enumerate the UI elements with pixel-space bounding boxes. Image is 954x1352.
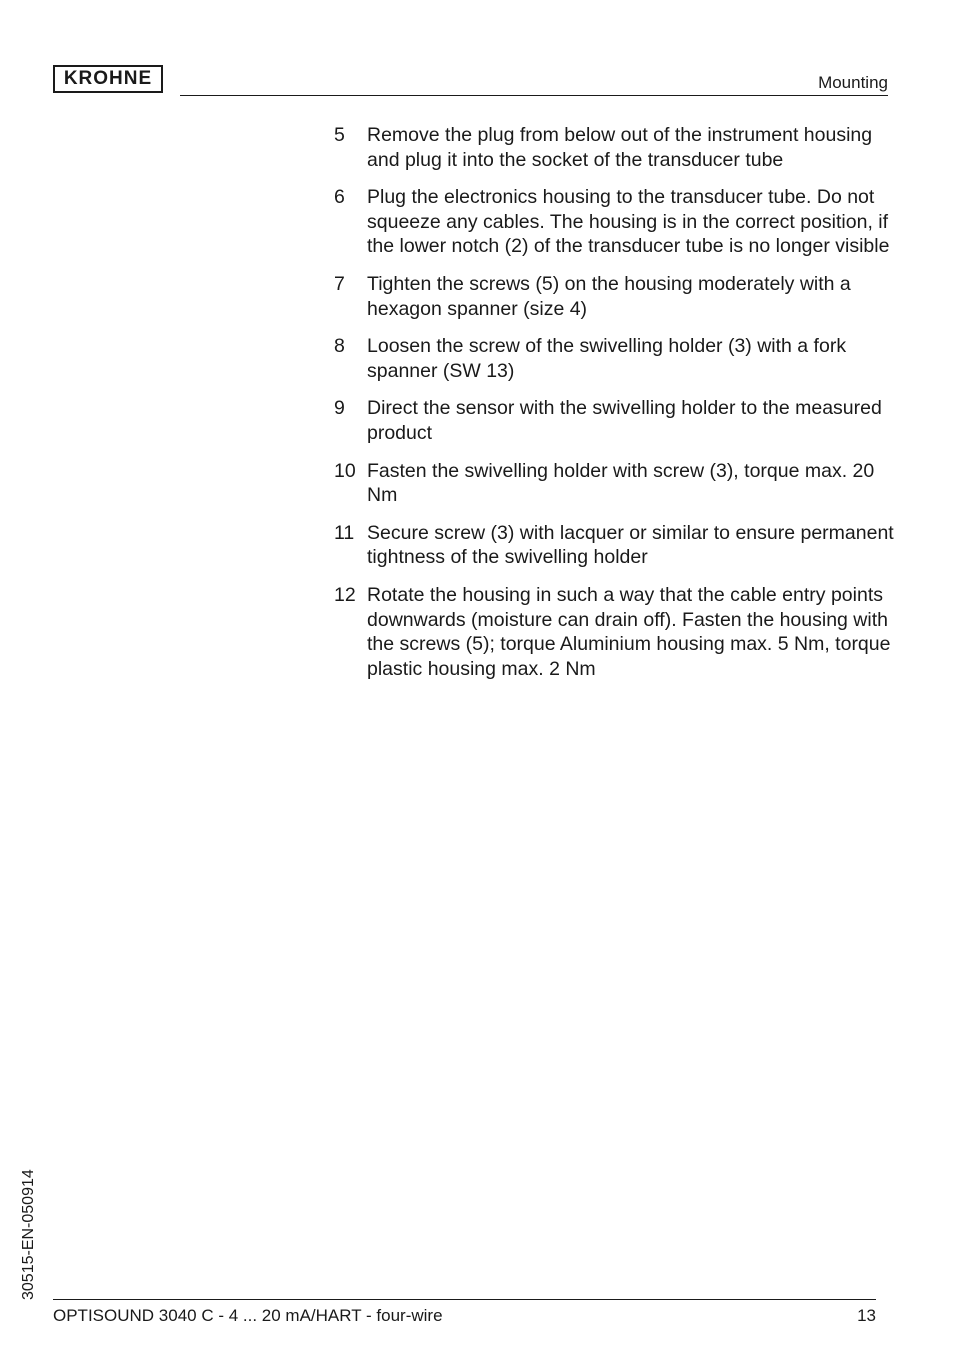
step-11: [334, 521, 894, 570]
step-text: Secure screw (3) with lacquer or similar to ensure permanent tightness of the swivelling holder: [367, 521, 894, 569]
step-text: Tighten the screws (5) on the housing moderately with a hexagon spanner (size 4): [367, 272, 851, 320]
step-text: Fasten the swivelling holder with screw (3), torque max. 20 Nm: [367, 459, 875, 507]
step-text: Loosen the screw of the swivelling holder (3) with a fork spanner (SW 13): [367, 335, 847, 382]
step-6: [334, 185, 894, 259]
document-code: 30515-EN-050914: [20, 1169, 37, 1300]
step-8: [334, 334, 894, 383]
instruction-steps: [334, 123, 894, 694]
step-number: 10: [334, 459, 356, 482]
krohne-logo: [53, 65, 163, 93]
step-number: 6: [334, 186, 345, 209]
footer-product-title: OPTISOUND 3040 C - 4 ... 20 mA/HART - four-wire: [53, 1306, 443, 1325]
page-number: 13: [857, 1306, 876, 1325]
step-number: 5: [334, 124, 345, 146]
step-text: Remove the plug from below out of the instrument housing and plug it into the socket of the transducer tube: [367, 124, 873, 171]
section-title: Mounting: [818, 73, 888, 92]
step-10: [334, 459, 894, 508]
step-number: 12: [334, 583, 356, 606]
footer-divider: [53, 1299, 876, 1300]
logo-text: KROHNE: [63, 68, 153, 89]
header-divider: [180, 95, 888, 96]
step-5: [334, 123, 894, 172]
step-7: [334, 272, 894, 321]
step-text: Direct the sensor with the swivelling holder to the measured product: [367, 397, 882, 444]
step-text: Plug the electronics housing to the transducer tube. Do not squeeze any cables. The housing is in the correct position, if the lower notch (2) of the transducer tube is no longer visible: [367, 186, 890, 258]
step-number: 8: [334, 335, 345, 358]
step-number: 7: [334, 272, 345, 295]
step-12: [334, 583, 894, 681]
step-text: Rotate the housing in such a way that the cable entry points downwards (moisture can drain off). Fasten the housing with the screws (5); torque Aluminium housing max. 5 Nm, torque plastic housing max. 2 Nm: [367, 583, 891, 680]
step-number: 11: [334, 521, 355, 544]
step-9: [334, 396, 894, 445]
step-number: 9: [334, 397, 345, 420]
